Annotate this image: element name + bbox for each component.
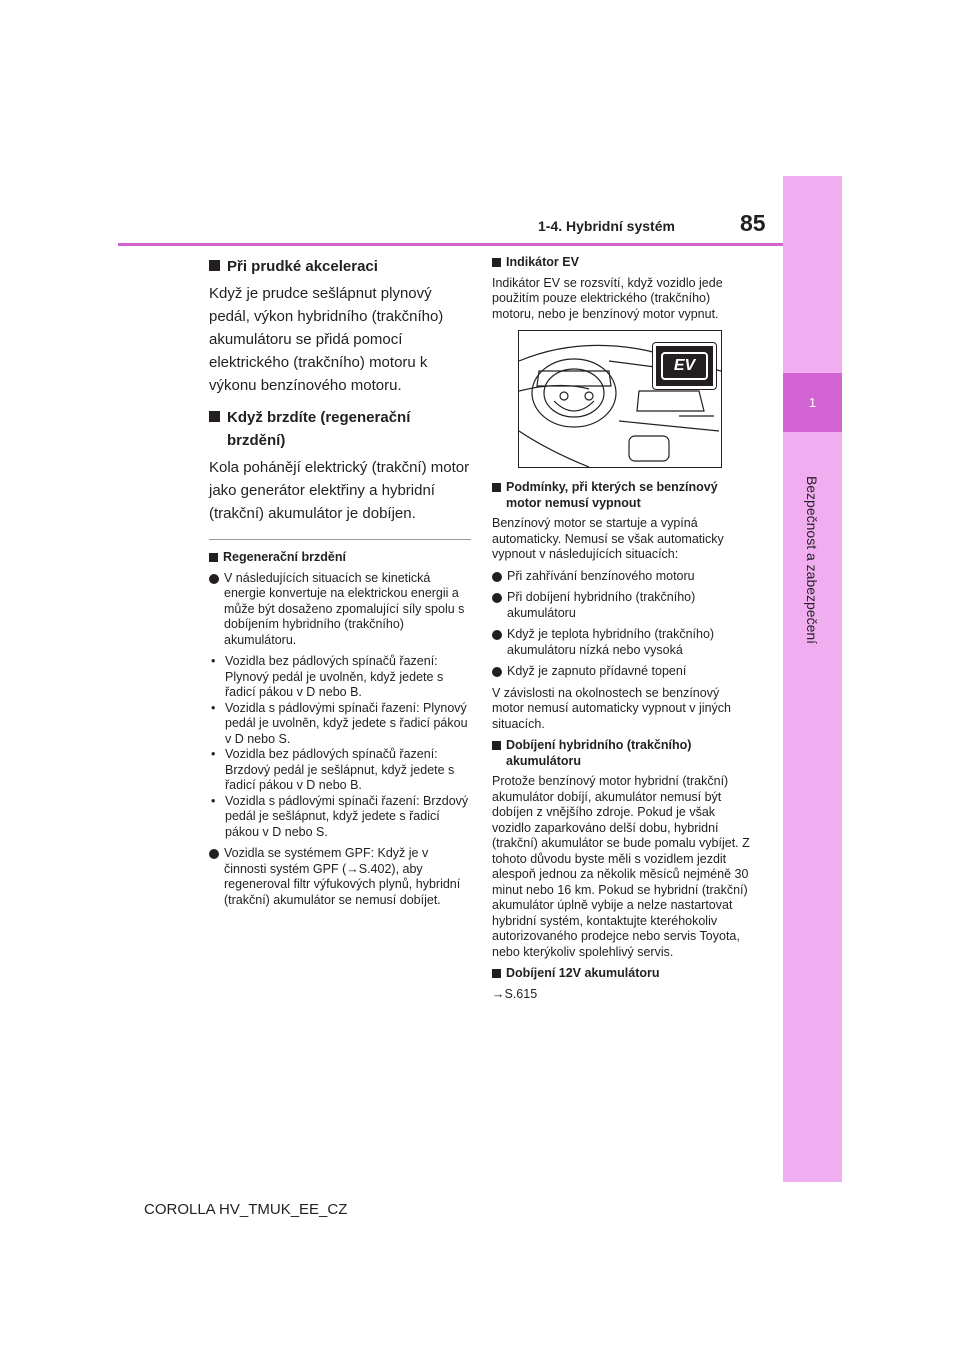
paragraph-conditions: Benzínový motor se startuje a vypíná automaticky. Nemusí se však automaticky vypnout v následujících situacích:: [492, 516, 724, 561]
heading-charging-hybrid: Dobíjení hybridního (trakčního) akumulátoru: [492, 738, 752, 769]
round-bullet-icon: [492, 630, 502, 640]
round-bullet-icon: [209, 849, 219, 859]
round-bullet-icon: [209, 574, 219, 584]
heading-ev-indicator: Indikátor EV: [492, 255, 752, 271]
ev-label: EV: [661, 352, 708, 380]
square-bullet-icon: [492, 741, 501, 750]
page-number: 85: [740, 210, 766, 236]
square-bullet-icon: [209, 553, 218, 562]
section-divider: [209, 539, 471, 540]
bullet-item: V následujících situacích se kinetická energie konvertuje na elektrickou energii a může být dosaženo zpomalující síly spolu s dobíjením hybridního (trakčního) akumulátoru.: [209, 571, 471, 649]
paragraph-charging-hybrid: Protože benzínový motor hybridní (trakční) akumulátor dobíjí, akumulátor nemusí být dobíjen z vnějšího zdroje. Pokud je však vozidlo zaparkováno delší dobu, hybridní (trakční) akumulátor se bude pomalu vybíjet. Z tohoto důvodu byste měli s vozidlem jezdit alespoň jednou za několik měsíců nejméně 30 minut nebo 16 km. Pokud se hybridní (trakční) akumulátor úplně vybije a nelze nastartovat hybridní systém, kontaktujte kteréhokoliv autorizovaného prodejce nebo servis Toyota, nebo kterýkoliv spolehlivý servis.: [492, 774, 750, 959]
round-bullet-icon: [492, 667, 502, 677]
list-item: • Vozidla s pádlovými spínači řazení: Brzdový pedál je sešlápnut, když jedete s řadicí pákou v D nebo S.: [211, 793, 469, 839]
footer-model-code: COROLLA HV_TMUK_EE_CZ: [144, 1201, 348, 1218]
page-reference-link[interactable]: →S.615: [492, 986, 538, 1001]
list-item: • Vozidla bez pádlových spínačů řazení: Plynový pedál je uvolněn, když jedete s řadicí pákou v D nebo B.: [211, 654, 444, 699]
square-bullet-icon: [209, 411, 220, 422]
list-item: • Vozidla bez pádlových spínačů řazení: Brzdový pedál je sešlápnut, když jedete s řadicí pákou v D nebo B.: [211, 747, 455, 792]
paragraph-acceleration: Když je prudce sešlápnut plynový pedál, výkon hybridního (trakčního) akumulátoru se přidá pomocí elektrického (trakčního) motoru k výkonu benzínového motoru.: [209, 285, 444, 394]
list-item: • Vozidla s pádlovými spínači řazení: Plynový pedál je uvolněn, když jedete s řadicí pákou v D nebo S.: [211, 700, 468, 746]
paragraph-other-situations: V závislosti na okolnostech se benzínový motor nemusí automaticky vypnout v jiných situacích.: [492, 685, 731, 731]
bullet-item: Vozidla se systémem GPF: Když je v činnosti systém GPF (→S.402), aby regeneroval filtr výfukových plynů, hybridní (trakční) akumulátor se nemusí dobíjet.: [209, 846, 471, 908]
chapter-tab: [783, 373, 842, 432]
round-bullet-icon: [492, 572, 502, 582]
dash-list: [209, 654, 471, 840]
square-bullet-icon: [492, 969, 501, 978]
bullet-item: Při zahřívání benzínového motoru: [492, 569, 752, 585]
chapter-side-strip: [783, 176, 842, 1182]
heading-charging-12v: Dobíjení 12V akumulátoru: [492, 966, 752, 982]
square-bullet-icon: [209, 260, 220, 271]
section-title: 1-4. Hybridní systém: [538, 218, 675, 234]
bullet-item: Když je teplota hybridního (trakčního) akumulátoru nízká nebo vysoká: [492, 627, 752, 658]
bullet-item: Když je zapnuto přídavné topení: [492, 664, 752, 680]
chapter-label: Bezpečnost a zabezpečení: [804, 475, 820, 645]
heading-regenerative: Regenerační brzdění: [209, 550, 471, 566]
square-bullet-icon: [492, 483, 501, 492]
round-bullet-icon: [492, 593, 502, 603]
paragraph-ev-indicator: Indikátor EV se rozsvítí, když vozidlo jede použitím pouze elektrického (trakčního) motoru, nebo je benzínový motor vypnut.: [492, 275, 723, 321]
heading-braking: Když brzdíte (regenerační brzdění): [209, 406, 471, 452]
heading-acceleration: Při prudké akceleraci: [209, 255, 471, 278]
dashboard-illustration: [518, 330, 722, 468]
heading-conditions: Podmínky, při kterých se benzínový motor nemusí vypnout: [492, 480, 752, 511]
chapter-number: 1: [808, 395, 817, 410]
square-bullet-icon: [492, 258, 501, 267]
bullet-item: Při dobíjení hybridního (trakčního) akumulátoru: [492, 590, 752, 621]
header-divider: [118, 243, 783, 246]
paragraph-braking: Kola pohánějí elektrický (trakční) motor jako generátor elektřiny a hybridní (trakční) akumulátor je dobíjen.: [209, 459, 470, 522]
ev-indicator-icon: [653, 343, 716, 389]
right-column: [492, 255, 752, 1008]
left-column: [209, 255, 471, 914]
